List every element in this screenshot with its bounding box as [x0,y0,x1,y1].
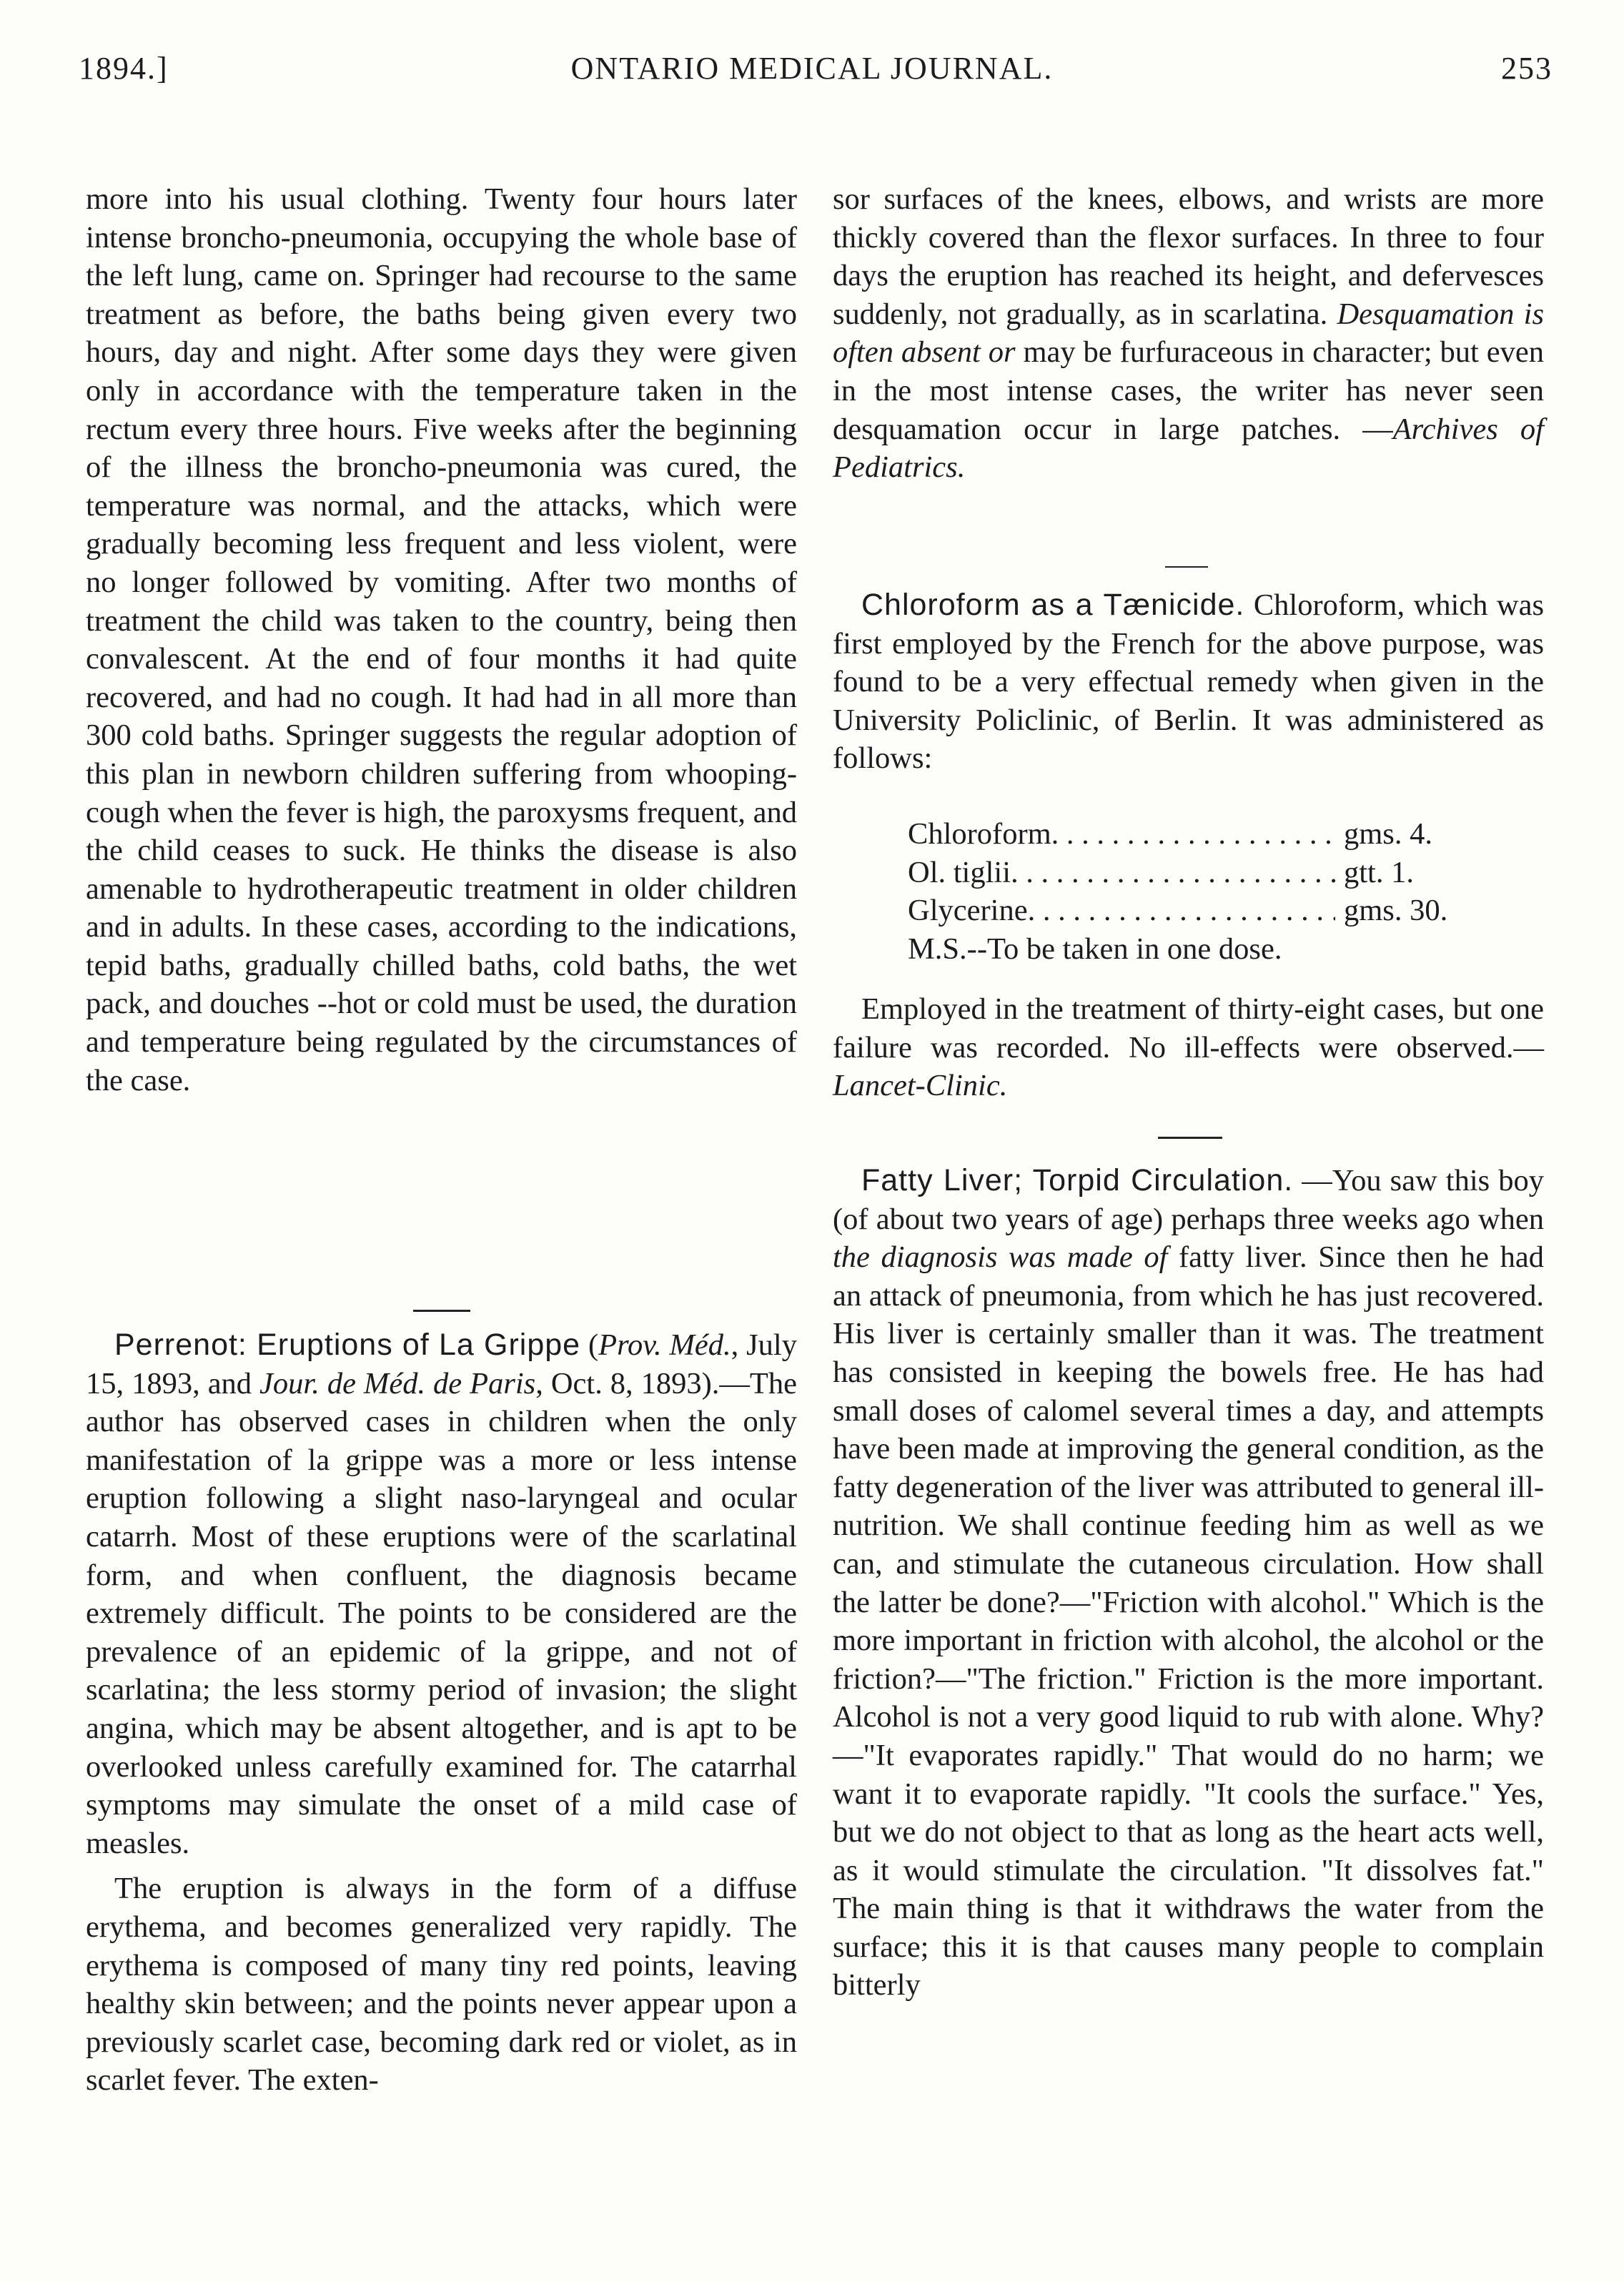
recipe-line [908,891,1480,930]
perrenot-section [86,1326,797,2100]
citation: Jour. de Méd. de Paris [259,1366,536,1401]
left-column-p1 [86,180,797,1100]
recipe-dose: gms. 4. [1344,817,1432,851]
desquamation-paragraph [833,180,1544,487]
perrenot-body: , Oct. 8, 1893).—The author has observed cases in children when the only manifestation of la grippe was a more or less intense eruption following a slight naso-laryngeal and ocular catarrh. Most of these eruptions were of the scarlatinal form, and when confluent, the diagnosis became extremely difficult. The points to be considered are the prevalence of an epidemic of la grippe, and not of scarlatina; the less stormy period of invasion; the slight angina, which may be absent altogether, and is apt to be overlooked unless carefully examined for. The catarrhal symptoms may simulate the onset of a mild case of measles. [86,1366,797,1860]
cite-open: ( [588,1328,599,1362]
section-heading: Chloroform as a Tænicide. [861,588,1245,622]
recipe [908,815,1480,968]
citation-text: , July 15, 1893, and [86,1328,797,1401]
journal-title: ONTARIO MEDICAL JOURNAL. [570,51,1054,86]
recipe-instruction: M.S.--To be taken in one dose. [908,932,1282,966]
section-divider [413,1310,470,1312]
header-date: 1894.] [79,51,169,86]
source-citation: Lancet-Clinic. [833,1069,1008,1103]
chloroform-section [833,586,1544,778]
chloroform-body: Chloroform, which was first employed by the French for the above purpose, was found to be a very effectual remedy when given in the University Policlinic, of Berlin. It was administered as follows: [833,588,1544,776]
right-column-p1 [833,180,1544,487]
section-heading: Fatty Liver; Torpid Circulation. [861,1163,1294,1197]
result-paragraph [833,990,1544,1105]
recipe-line [908,854,1480,892]
springer-paragraph: more into his usual clothing. Twenty four hours later intense broncho-pneumonia, occupying the whole base of the left lung, came on. Springer had recourse to the same treatment as before, the baths being given every two hours, day and night. After some days they were given only in accordance with the temperature taken in the rectum every three hours. Five weeks after the beginning of the illness the broncho-pneumonia was cured, the temperature was normal, and the attacks, which were gradually becoming less frequent and less violent, were no longer followed by vomiting. After two months of treatment the child was taken to the country, being then convalescent. At the end of four months it had quite recovered, and had no cough. It had had in all more than 300 cold baths. Springer suggests the regular adoption of this plan in newborn children suffering from whooping-cough when the fever is high, the paroxysms frequent, and the child ceases to suck. He thinks the disease is also amenable to hydrotherapeutic treatment in older children and in adults. In these cases, according to the indications, tepid baths, gradually chilled baths, cold baths, the wet pack, and douches --hot or cold must be used, the duration and temperature being regulated by the circumstances of the case. [86,182,797,1097]
chloroform-paragraph [833,586,1544,778]
fatty-liver-paragraph [833,1162,1544,2005]
italic-text: Desquamation is often absent or [833,297,1544,370]
eruption-paragraph: The eruption is always in the form of a diffuse erythema, and becomes generalized very rapidly. The erythema is composed of many tiny red points, leaving healthy skin between; and the points never appear upon a previously scarlet case, becoming dark red or violet, as in scarlet fever. The exten- [86,1872,797,2098]
text: may be furfuraceous in character; but even in the most intense cases, the writer has never seen desquamation occur in large patches. — [833,335,1544,446]
chloroform-result [833,990,1544,1105]
section-divider [1165,566,1208,568]
fatty-liver-section [833,1162,1544,2005]
perrenot-paragraph [86,1326,797,1862]
text: sor surfaces of the knees, elbows, and wrists are more thickly covered than the flexor surfaces. In three to four days the eruption has reached its height, and defervesces suddenly, not gradually, as in scarlatina. [833,182,1544,331]
recipe-item: Ol. tiglii [908,855,1011,889]
recipe-item: Glycerine [908,894,1028,928]
italic-text: the diagnosis was made of [833,1240,1168,1275]
section-heading: Perrenot: Eruptions of La Grippe [114,1328,581,1362]
text: Employed in the treatment of thirty-eight cases, but one failure was recorded. No ill-effects were observed.— [833,992,1544,1065]
recipe-item: Chloroform [908,817,1051,851]
recipe-dose: gms. 30. [1344,894,1448,928]
recipe-dose: gtt. 1. [1344,855,1414,889]
recipe-line [908,815,1480,854]
citation: Prov. Méd. [598,1328,731,1362]
section-divider [1158,1137,1222,1139]
text: fatty liver. Since then he had an attack of pneumonia, from which he has just recovered. His liver is certainly smaller than it was. The treatment has consisted in keeping the bowels free. He has had small doses of calomel several times a day, and attempts have been made at improving the general condition, as the fatty degeneration of the liver was attributed to general ill-nutrition. We shall continue feeding him as well as we can, and stimulate the cutaneous circulation. How shall the latter be done?—"Friction with alcohol." Which is the more important in friction with alcohol, the alcohol or the friction?—"The friction." Friction is the more important. Alcohol is not a very good liquid to rub with alone. Why?—"It evaporates rapidly." That would do no harm; we want it to evaporate rapidly. "It cools the surface." Yes, but we do not object to that as long as the heart acts well, as it would stimulate the circulation. "It dissolves fat." The main thing is that it withdraws the water from the surface; this it is that causes many people to complain bitterly [833,1240,1544,2002]
source-citation: Archives of Pediatrics. [833,412,1544,485]
page-number: 253 [1501,51,1553,86]
text: —You saw this boy (of about two years of age) perhaps three weeks ago when [833,1164,1544,1236]
